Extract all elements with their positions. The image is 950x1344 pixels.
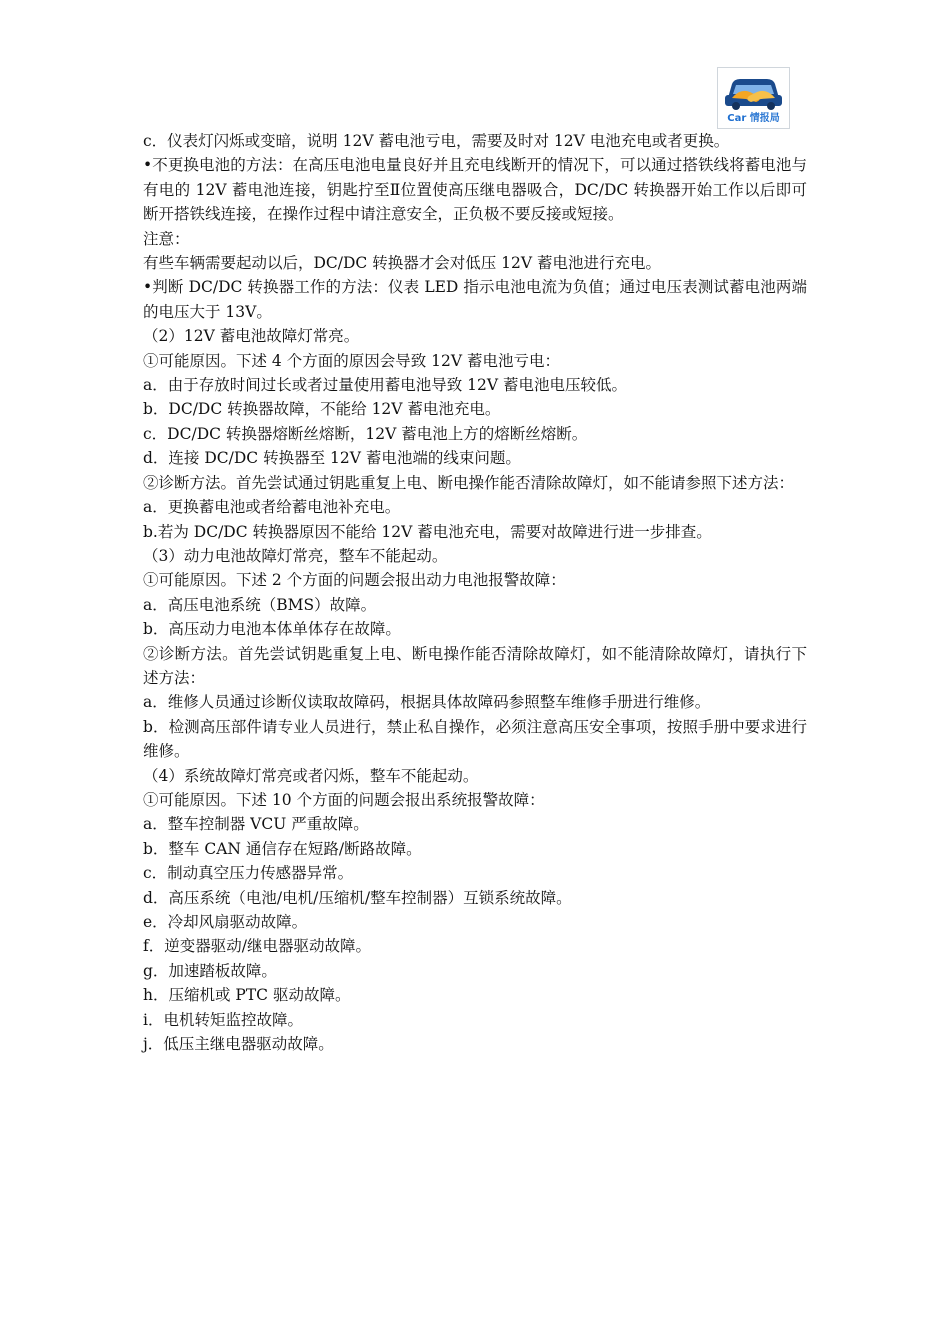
paragraph: ①可能原因。下述 2 个方面的问题会报出动力电池报警故障：	[143, 571, 566, 590]
paragraph: 有些车辆需要起动以后，DC/DC 转换器才会对低压 12V 蓄电池进行充电。	[143, 254, 661, 273]
paragraph: ②诊断方法。首先尝试钥匙重复上电、断电操作能否清除故障灯，如不能清除故障灯，请执行下述方法：	[143, 644, 807, 687]
paragraph: ②诊断方法。首先尝试通过钥匙重复上电、断电操作能否清除故障灯，如不能请参照下述方法：	[143, 473, 795, 492]
paragraph: •判断 DC/DC 转换器工作的方法：仪表 LED 指示电池电流为负值；通过电压表测试蓄电池两端的电压大于 13V。	[143, 278, 807, 321]
paragraph: ①可能原因。下述 4 个方面的原因会导致 12V 蓄电池亏电：	[143, 351, 560, 370]
list-item: d．连接 DC/DC 转换器至 12V 蓄电池端的线束问题。	[143, 449, 521, 468]
list-item: b．检测高压部件请专业人员进行，禁止私自操作，必须注意高压安全事项，按照手册中要求进行维修。	[143, 717, 807, 761]
paragraph: ①可能原因。下述 10 个方面的问题会报出系统报警故障：	[143, 790, 545, 809]
list-item: e．冷却风扇驱动故障。	[143, 913, 308, 931]
list-item: c．制动真空压力传感器异常。	[143, 864, 354, 883]
paragraph: •不更换电池的方法：在高压电池电量良好并且充电线断开的情况下，可以通过搭铁线将蓄电池与有电的 12V 蓄电池连接，钥匙拧至Ⅱ位置使高压继电器吸合，DC/DC 转换器开始工作以后即可断开搭铁线连接，在操作过程中请注意安全，正负极不要反接或短接。	[143, 156, 807, 224]
section-heading: （3）动力电池故障灯常亮，整车不能起动。	[143, 546, 448, 565]
list-item: a．高压电池系统（BMS）故障。	[143, 595, 377, 614]
section-heading: （4）系统故障灯常亮或者闪烁，整车不能起动。	[143, 766, 479, 785]
list-item: b．DC/DC 转换器故障，不能给 12V 蓄电池充电。	[143, 400, 501, 419]
paragraph: 注意：	[143, 229, 190, 248]
list-item: f．逆变器驱动/继电器驱动故障。	[143, 937, 371, 956]
logo-text: Car 情报局	[727, 113, 780, 124]
list-item: b．整车 CAN 通信存在短路/断路故障。	[143, 839, 422, 858]
list-item: a．由于存放时间过长或者过量使用蓄电池导致 12V 蓄电池电压较低。	[143, 376, 628, 395]
list-item: i．电机转矩监控故障。	[143, 1010, 303, 1029]
list-item: a．整车控制器 VCU 严重故障。	[143, 815, 369, 834]
list-item: j．低压主继电器驱动故障。	[143, 1035, 334, 1054]
document-body	[143, 129, 807, 1056]
section-heading: （2）12V 蓄电池故障灯常亮。	[143, 327, 360, 346]
list-item: b．高压动力电池本体单体存在故障。	[143, 620, 401, 639]
list-item: d．高压系统（电池/电机/压缩机/整车控制器）互锁系统故障。	[143, 888, 572, 907]
list-item: a．更换蓄电池或者给蓄电池补充电。	[143, 498, 401, 517]
list-item: a．维修人员通过诊断仪读取故障码，根据具体故障码参照整车维修手册进行维修。	[143, 693, 711, 712]
list-item: c．DC/DC 转换器熔断丝熔断，12V 蓄电池上方的熔断丝熔断。	[143, 424, 588, 443]
list-item: g．加速踏板故障。	[143, 961, 277, 980]
car-handshake-logo-icon	[718, 68, 789, 114]
paragraph: c．仪表灯闪烁或变暗，说明 12V 蓄电池亏电，需要及时对 12V 电池充电或者更换。	[143, 132, 730, 150]
list-item: h．压缩机或 PTC 驱动故障。	[143, 986, 351, 1005]
brand-logo	[717, 67, 790, 129]
list-item: b.若为 DC/DC 转换器原因不能给 12V 蓄电池充电，需要对故障进行进一步排查。	[143, 522, 712, 541]
